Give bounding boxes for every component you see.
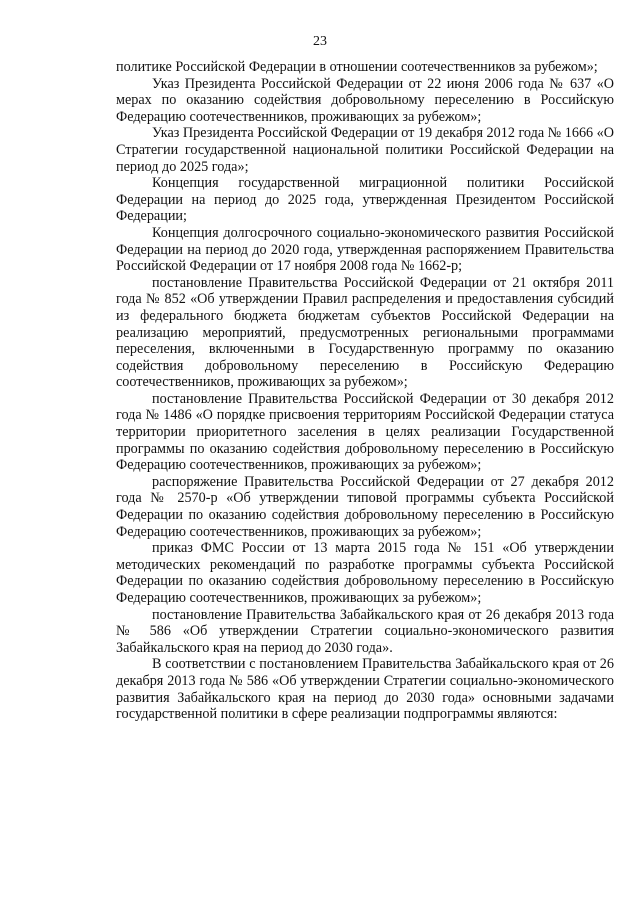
paragraph-long-term-concept: Концепция долгосрочного социально-экономического развития Российской Федерации на период до 2020 года, утвержденная распоряжением Правительства Российской Федерации от 17 ноября 2008 года № 1662-р; [116, 224, 614, 275]
paragraph-fms-order-151: приказ ФМС России от 13 марта 2015 года № 151 «Об утверждении методических рекомендаций по разработке программы субъекта Российской Федерации по оказанию содействия добровольному переселению в Российскую Федерацию соотечественников, проживающих за рубежом»; [116, 540, 614, 606]
paragraph-order-2570: распоряжение Правительства Российской Федерации от 27 декабря 2012 года № 2570-р «Об утверждении типовой программы субъекта Российской Федерации по оказанию содействия добровольному переселению в Российскую Федерацию соотечественников, проживающих за рубежом»; [116, 473, 614, 540]
page-number: 23 [313, 34, 327, 49]
paragraph-resolution-852: постановление Правительства Российской Федерации от 21 октября 2011 года № 852 «Об утверждении Правил распределения и предоставления субсидий из федерального бюджета бюджетам субъектов Российской Федерации на реализацию мероприятий, предусмотренных региональными программами переселения, включенными в Государственную программу по оказанию содействия добровольному переселению в Российскую Федерацию соотечественников, проживающих за рубежом»; [116, 274, 614, 391]
paragraph-continuation: политике Российской Федерации в отношении соотечественников за рубежом»; [116, 59, 598, 75]
paragraph-decree-1666: Указ Президента Российской Федерации от 19 декабря 2012 года № 1666 «О Стратегии государственной национальной политики Российской Федерации на период до 2025 года»; [116, 125, 615, 175]
document-body [116, 59, 614, 723]
paragraph-policy-objectives: В соответствии с постановлением Правительства Забайкальского края от 26 декабря 2013 года № 586 «Об утверждении Стратегии социально-экономического развития Забайкальского края на период до 2030 года» основными задачами государственной политики в сфере реализации подпрограммы являются: [116, 656, 614, 723]
paragraph-regional-resolution-586: постановление Правительства Забайкальского края от 26 декабря 2013 года № 586 «Об утверждении Стратегии социально-экономического развития Забайкальского края на период до 2030 года». [116, 606, 614, 656]
paragraph-migration-concept: Концепция государственной миграционной политики Российской Федерации на период до 2025 года, утвержденная Президентом Российской Федерации; [116, 175, 614, 225]
paragraph-resolution-1486: постановление Правительства Российской Федерации от 30 декабря 2012 года № 1486 «О порядке присвоения территориям Российской Федерации статуса территории приоритетного заселения в целях реализации Государственной программы по оказанию содействия добровольному переселению в Российскую Федерацию соотечественников, проживающих за рубежом»; [116, 390, 614, 474]
paragraph-decree-637: Указ Президента Российской Федерации от 22 июня 2006 года № 637 «О мерах по оказанию содействия добровольному переселению в Российскую Федерацию соотечественников, проживающих за рубежом»; [116, 75, 614, 125]
